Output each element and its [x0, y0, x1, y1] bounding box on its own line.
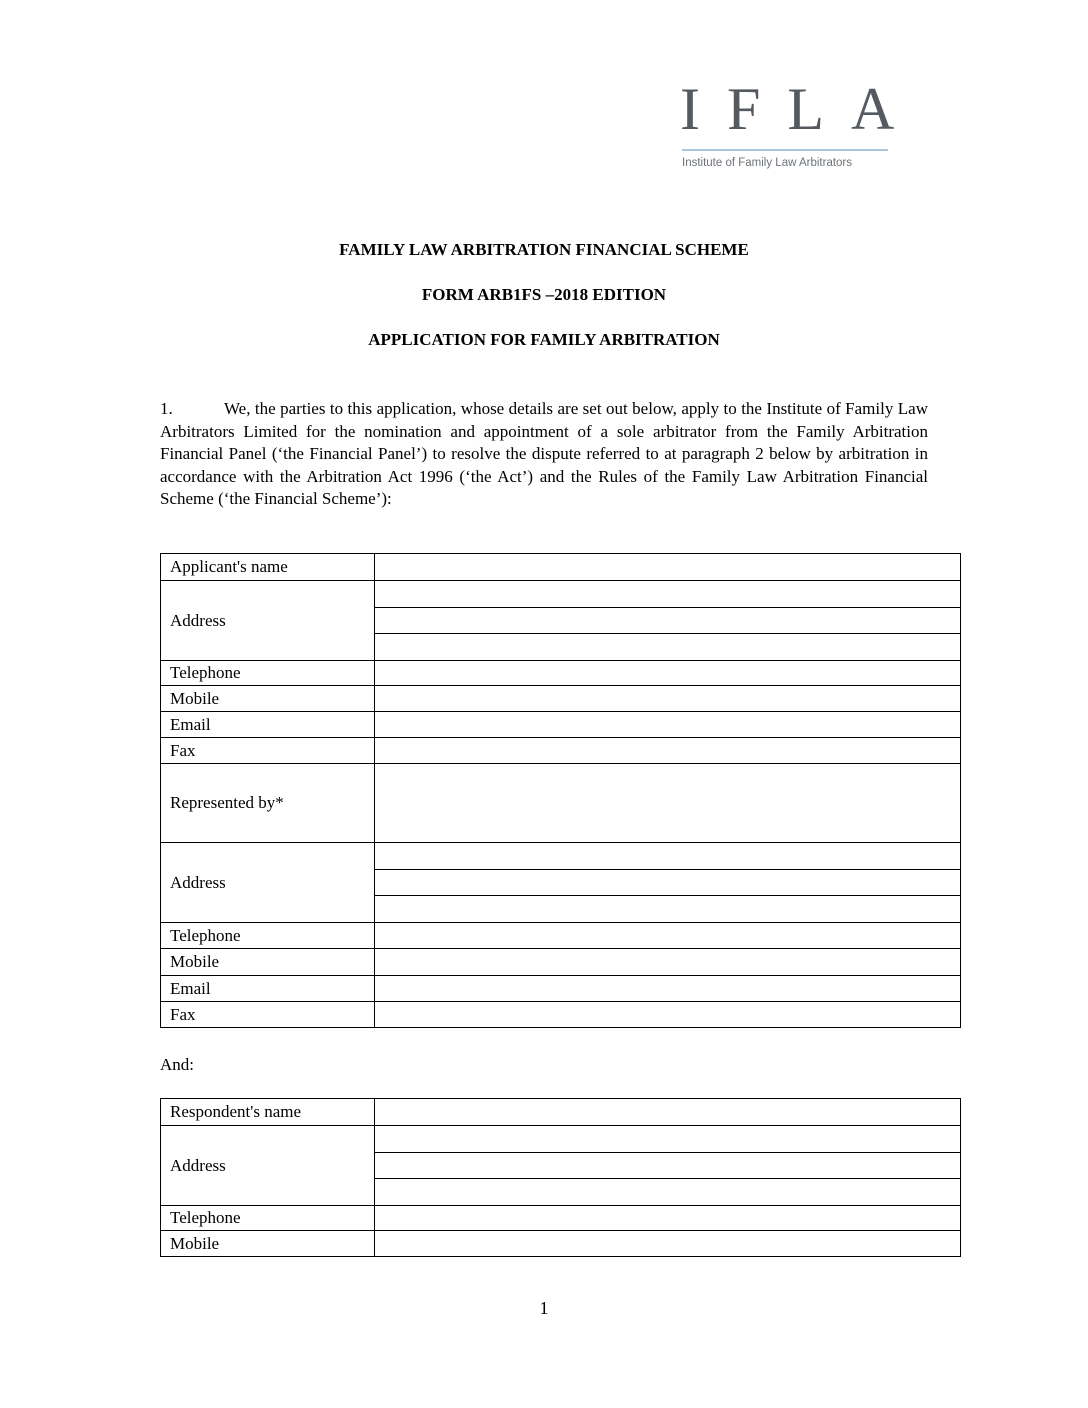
logo-letters: IFLA	[680, 76, 922, 142]
representative-mobile-label: Mobile	[161, 949, 375, 976]
applicant-mobile-field[interactable]	[375, 686, 961, 712]
application-title: APPLICATION FOR FAMILY ARBITRATION	[368, 330, 720, 349]
applicant-address-label: Address	[161, 581, 375, 661]
applicant-fax-field[interactable]	[375, 738, 961, 764]
represented-by-label: Represented by*	[161, 764, 375, 843]
respondent-name-field[interactable]	[375, 1099, 961, 1126]
applicant-address-line-2[interactable]	[375, 608, 961, 634]
respondent-address-line-1[interactable]	[375, 1126, 961, 1153]
and-label: And:	[160, 1055, 194, 1074]
representative-telephone-label: Telephone	[161, 923, 375, 949]
respondent-name-label: Respondent's name	[161, 1099, 375, 1126]
representative-fax-field[interactable]	[375, 1002, 961, 1028]
applicant-telephone-field[interactable]	[375, 661, 961, 686]
respondent-details-table	[160, 1098, 961, 1257]
respondent-telephone-field[interactable]	[375, 1206, 961, 1231]
respondent-address-line-3[interactable]	[375, 1179, 961, 1206]
paragraph-text: We, the parties to this application, whose details are set out below, apply to the Institute of Family Law Arbitrators Limited for the nomination and appointment of a sole arbitrator from the Family Arbitration Financial Panel (‘the Financial Panel’) to resolve the dispute referred to at paragraph 2 below by arbitration in accordance with the Arbitration Act 1996 (‘the Act’) and the Rules of the Family Law Arbitration Financial Scheme (‘the Financial Scheme’):	[160, 399, 928, 508]
respondent-telephone-label: Telephone	[161, 1206, 375, 1231]
represented-by-field[interactable]	[375, 764, 961, 843]
respondent-mobile-field[interactable]	[375, 1231, 961, 1257]
logo-subtitle: Institute of Family Law Arbitrators	[682, 157, 853, 169]
applicant-mobile-label: Mobile	[161, 686, 375, 712]
applicant-email-field[interactable]	[375, 712, 961, 738]
paragraph-1	[160, 398, 928, 511]
scheme-title: FAMILY LAW ARBITRATION FINANCIAL SCHEME	[339, 240, 749, 259]
applicant-details-table	[160, 553, 961, 1028]
representative-email-label: Email	[161, 976, 375, 1002]
page-number: 1	[539, 1298, 549, 1318]
respondent-address-label: Address	[161, 1126, 375, 1206]
representative-mobile-field[interactable]	[375, 949, 961, 976]
representative-telephone-field[interactable]	[375, 923, 961, 949]
applicant-address-line-3[interactable]	[375, 634, 961, 661]
applicant-name-field[interactable]	[375, 554, 961, 581]
applicant-email-label: Email	[161, 712, 375, 738]
representative-fax-label: Fax	[161, 1002, 375, 1028]
applicant-address-line-1[interactable]	[375, 581, 961, 608]
representative-address-line-2[interactable]	[375, 870, 961, 896]
representative-address-label: Address	[161, 843, 375, 923]
respondent-address-line-2[interactable]	[375, 1153, 961, 1179]
respondent-mobile-label: Mobile	[161, 1231, 375, 1257]
representative-address-line-3[interactable]	[375, 896, 961, 923]
representative-email-field[interactable]	[375, 976, 961, 1002]
applicant-name-label: Applicant's name	[161, 554, 375, 581]
form-edition-title: FORM ARB1FS –2018 EDITION	[421, 285, 667, 304]
logo-rule	[682, 149, 888, 151]
applicant-fax-label: Fax	[161, 738, 375, 764]
paragraph-number: 1.	[160, 399, 173, 418]
ifla-logo	[680, 76, 922, 169]
representative-address-line-1[interactable]	[375, 843, 961, 870]
applicant-telephone-label: Telephone	[161, 661, 375, 686]
